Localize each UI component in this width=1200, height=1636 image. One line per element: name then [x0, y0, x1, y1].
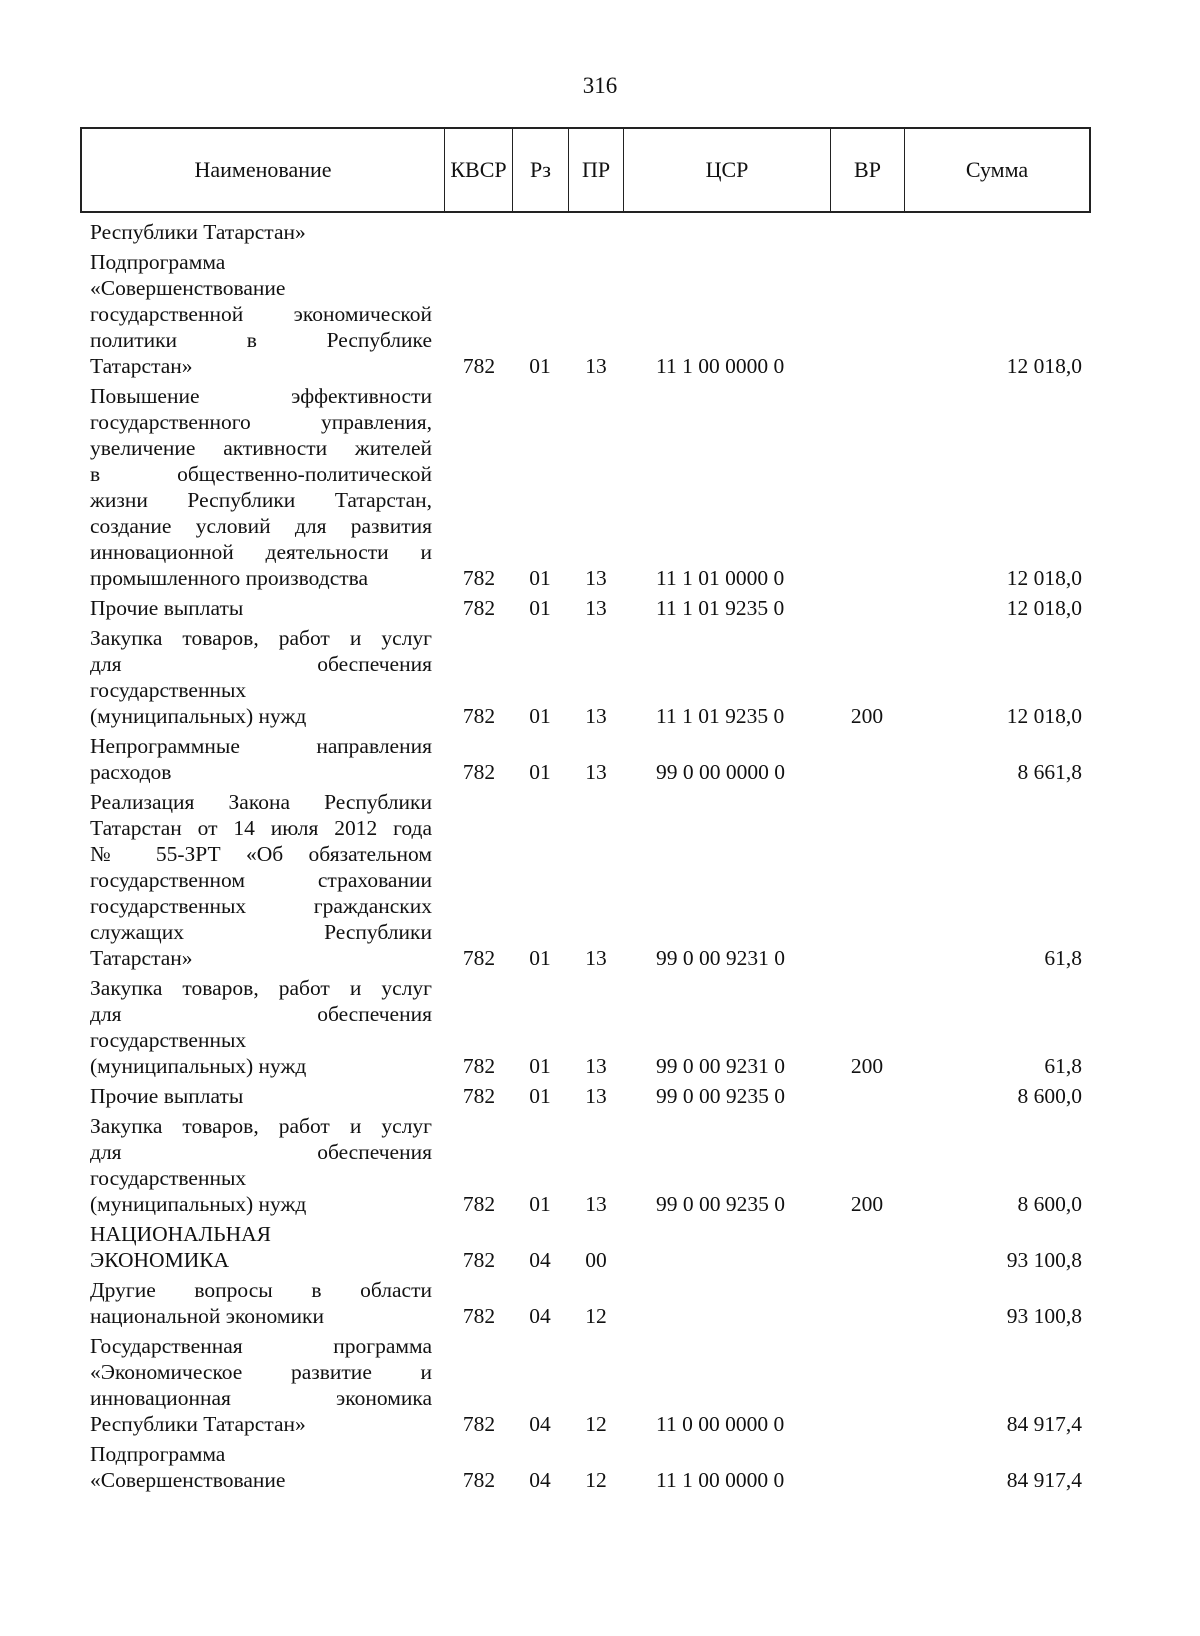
row-name-line: (муниципальных) нужд [90, 1054, 307, 1078]
header-name: Наименование [82, 129, 445, 211]
row-codes [0, 219, 1200, 245]
row-name-line: инновационной деятельности и [90, 540, 432, 564]
table-row [0, 595, 1200, 621]
row-codes [0, 1191, 1200, 1217]
table-row [0, 625, 1200, 729]
row-kvsr: 782 [462, 1192, 496, 1216]
row-name-line: для обеспечения [90, 1002, 432, 1026]
row-name-line: жизни Республики Татарстан, [90, 488, 432, 512]
row-sum: 12 018,0 [1006, 596, 1082, 620]
row-name-line: в общественно-политической [90, 462, 432, 486]
row-pr: 13 [585, 1084, 607, 1108]
row-name-line: «Совершенствование [90, 276, 286, 300]
row-kvsr: 782 [462, 1468, 496, 1492]
row-name-line: № 55-ЗРТ «Об обязательном [90, 842, 432, 866]
row-codes [0, 1411, 1200, 1437]
row-rz: 04 [529, 1248, 551, 1272]
row-sum: 12 018,0 [1006, 704, 1082, 728]
row-pr: 13 [585, 566, 607, 590]
row-kvsr: 782 [462, 946, 496, 970]
row-rz: 01 [529, 946, 551, 970]
row-pr: 13 [585, 760, 607, 784]
row-pr: 13 [585, 354, 607, 378]
row-pr: 00 [585, 1248, 607, 1272]
row-name-line: Республики Татарстан» [90, 1412, 306, 1436]
header-sum: Сумма [965, 157, 1029, 182]
row-name-line: Закупка товаров, работ и услуг [90, 976, 432, 1000]
row-kvsr: 782 [462, 1412, 496, 1436]
row-pr: 13 [585, 1192, 607, 1216]
row-sum: 8 600,0 [1017, 1192, 1082, 1216]
row-sum: 84 917,4 [1006, 1468, 1082, 1492]
row-name-line: государственных [90, 1028, 247, 1052]
row-name-line: Прочие выплаты [90, 1084, 244, 1108]
row-pr: 13 [585, 704, 607, 728]
row-name-line: Подпрограмма [90, 250, 226, 274]
row-pr: 13 [585, 596, 607, 620]
row-name-line: Закупка товаров, работ и услуг [90, 1114, 432, 1138]
row-name-line: государственной экономической [90, 302, 432, 326]
row-vr: 200 [850, 704, 884, 728]
table-row [0, 1083, 1200, 1109]
row-pr: 12 [585, 1412, 607, 1436]
row-name-line: инновационная экономика [90, 1386, 432, 1410]
row-codes [0, 759, 1200, 785]
row-sum: 93 100,8 [1006, 1304, 1082, 1328]
row-sum: 61,8 [1044, 946, 1082, 970]
row-pr: 13 [585, 946, 607, 970]
row-pr: 12 [585, 1468, 607, 1492]
row-name-line: политики в Республике [90, 328, 432, 352]
row-name-line: «Экономическое развитие и [90, 1360, 432, 1384]
table-row [0, 249, 1200, 379]
row-codes [0, 1083, 1200, 1109]
row-name-line: служащих Республики [90, 920, 432, 944]
table-row [0, 975, 1200, 1079]
row-sum: 93 100,8 [1006, 1248, 1082, 1272]
row-kvsr: 782 [462, 1304, 496, 1328]
row-codes [0, 1247, 1200, 1273]
row-name-line: для обеспечения [90, 652, 432, 676]
row-codes [0, 1303, 1200, 1329]
row-name-line: государственном страховании [90, 868, 432, 892]
row-kvsr: 782 [462, 1248, 496, 1272]
row-sum: 8 661,8 [1017, 760, 1082, 784]
table-body [0, 215, 1200, 1493]
row-rz: 01 [529, 566, 551, 590]
table-header [80, 127, 1091, 213]
table-row [0, 1441, 1200, 1493]
header-csr: ЦСР [624, 129, 831, 211]
row-name-line: (муниципальных) нужд [90, 704, 307, 728]
row-name-line: промышленного производства [90, 566, 369, 590]
row-sum: 84 917,4 [1006, 1412, 1082, 1436]
row-name [90, 789, 432, 971]
row-csr: 11 1 00 0000 0 [656, 1468, 785, 1492]
row-name-line: Закупка товаров, работ и услуг [90, 626, 432, 650]
row-sum: 8 600,0 [1017, 1084, 1082, 1108]
row-pr: 13 [585, 1054, 607, 1078]
row-name-line: «Совершенствование [90, 1468, 286, 1492]
row-csr: 11 1 01 0000 0 [656, 566, 785, 590]
row-csr: 99 0 00 9231 0 [656, 1054, 785, 1078]
row-csr: 99 0 00 9235 0 [656, 1192, 785, 1216]
header-rz: Рз [513, 129, 569, 211]
row-codes [0, 1053, 1200, 1079]
table-row [0, 1113, 1200, 1217]
row-name-line: Подпрограмма [90, 1442, 226, 1466]
table-row [0, 1277, 1200, 1329]
table-row [0, 1333, 1200, 1437]
row-rz: 01 [529, 1084, 551, 1108]
row-codes [0, 1467, 1200, 1493]
row-vr: 200 [850, 1192, 884, 1216]
row-name-line: государственного управления, [90, 410, 432, 434]
row-name-line: для обеспечения [90, 1140, 432, 1164]
row-name [90, 383, 432, 591]
row-name-line: Реализация Закона Республики [90, 790, 432, 814]
row-kvsr: 782 [462, 596, 496, 620]
row-name-line: государственных гражданских [90, 894, 432, 918]
table-row [0, 383, 1200, 591]
row-name-line: Другие вопросы в области [90, 1278, 432, 1302]
row-name-line: НАЦИОНАЛЬНАЯ [90, 1222, 272, 1246]
row-codes [0, 353, 1200, 379]
row-kvsr: 782 [462, 1054, 496, 1078]
header-kvsr: КВСР [445, 129, 513, 211]
row-name-line: Татарстан» [90, 946, 193, 970]
row-rz: 01 [529, 1054, 551, 1078]
row-rz: 04 [529, 1468, 551, 1492]
row-rz: 01 [529, 596, 551, 620]
row-rz: 01 [529, 760, 551, 784]
row-name-line: Непрограммные направления [90, 734, 432, 758]
row-name-line: Татарстан» [90, 354, 193, 378]
row-rz: 04 [529, 1304, 551, 1328]
row-rz: 01 [529, 704, 551, 728]
row-kvsr: 782 [462, 760, 496, 784]
row-sum: 61,8 [1044, 1054, 1082, 1078]
table-row [0, 733, 1200, 785]
row-kvsr: 782 [462, 1084, 496, 1108]
row-name-line: Повышение эффективности [90, 384, 432, 408]
row-kvsr: 782 [462, 354, 496, 378]
header-vr: ВР [831, 129, 905, 211]
row-sum: 12 018,0 [1006, 566, 1082, 590]
row-name-line: создание условий для развития [90, 514, 432, 538]
row-name-line: увеличение активности жителей [90, 436, 432, 460]
row-name-line: Татарстан от 14 июля 2012 года [90, 816, 432, 840]
row-vr: 200 [850, 1054, 884, 1078]
row-kvsr: 782 [462, 566, 496, 590]
row-csr: 11 0 00 0000 0 [656, 1412, 785, 1436]
row-name-line: Прочие выплаты [90, 596, 244, 620]
page-number: 316 [582, 73, 618, 98]
row-rz: 04 [529, 1412, 551, 1436]
row-codes [0, 565, 1200, 591]
table-row [0, 1221, 1200, 1273]
row-rz: 01 [529, 354, 551, 378]
row-codes [0, 945, 1200, 971]
table-row [0, 789, 1200, 971]
row-kvsr: 782 [462, 704, 496, 728]
row-name-line: ЭКОНОМИКА [90, 1248, 230, 1272]
row-codes [0, 703, 1200, 729]
header-pr: ПР [569, 129, 624, 211]
row-name-line: национальной экономики [90, 1304, 324, 1328]
table-row [0, 219, 1200, 245]
row-csr: 99 0 00 9231 0 [656, 946, 785, 970]
row-rz: 01 [529, 1192, 551, 1216]
row-csr: 11 1 00 0000 0 [656, 354, 785, 378]
row-name-line: расходов [90, 760, 172, 784]
row-csr: 99 0 00 9235 0 [656, 1084, 785, 1108]
row-sum: 12 018,0 [1006, 354, 1082, 378]
row-csr: 99 0 00 0000 0 [656, 760, 785, 784]
row-name-line: Республики Татарстан» [90, 220, 306, 244]
row-codes [0, 595, 1200, 621]
row-name-line: (муниципальных) нужд [90, 1192, 307, 1216]
row-pr: 12 [585, 1304, 607, 1328]
row-name-line: Государственная программа [90, 1334, 432, 1358]
row-name-line: государственных [90, 1166, 247, 1190]
row-csr: 11 1 01 9235 0 [656, 596, 785, 620]
row-name-line: государственных [90, 678, 247, 702]
row-csr: 11 1 01 9235 0 [656, 704, 785, 728]
